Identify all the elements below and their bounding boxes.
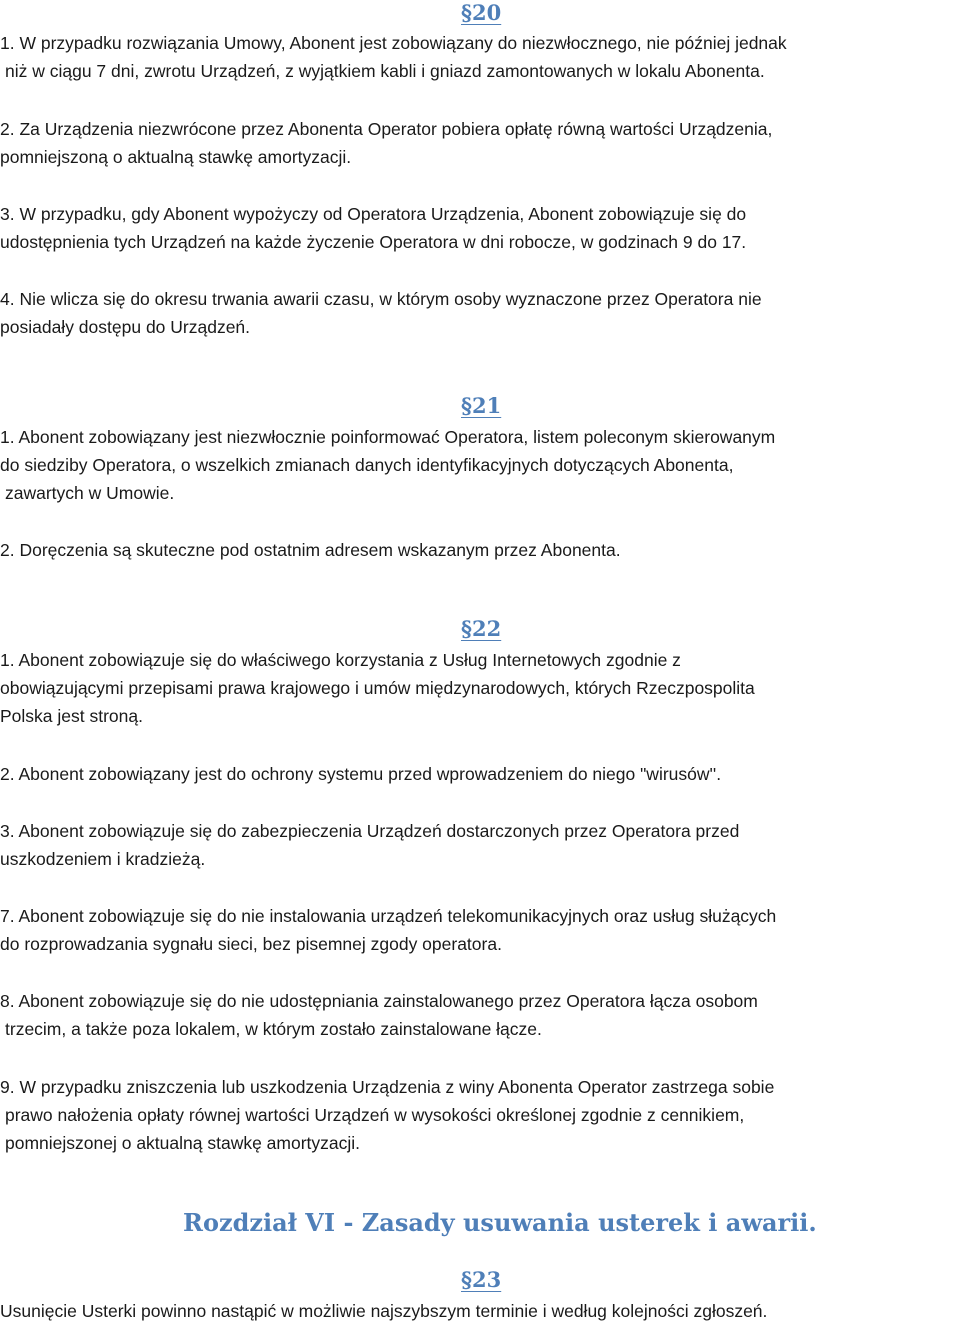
paragraph-22-1 xyxy=(0,646,755,730)
text-line: 2. Za Urządzenia niezwrócone przez Abonenta Operator pobiera opłatę równą wartości Urządzenia, xyxy=(0,119,773,139)
text-line: do siedziby Operatora, o wszelkich zmianach danych identyfikacyjnych dotyczących Abonenta, xyxy=(0,455,734,475)
text-line: uszkodzeniem i kradzieżą. xyxy=(0,849,206,869)
text-line: 2. Doręczenia są skuteczne pod ostatnim adresem wskazanym przez Abonenta. xyxy=(0,540,621,560)
section-heading-23: §23 xyxy=(461,1267,502,1292)
text-line: 4. Nie wlicza się do okresu trwania awarii czasu, w którym osoby wyznaczone przez Operatora nie xyxy=(0,289,762,309)
text-line: udostępnienia tych Urządzeń na każde życzenie Operatora w dni robocze, w godzinach 9 do 17. xyxy=(0,232,747,252)
text-line: 3. Abonent zobowiązuje się do zabezpieczenia Urządzeń dostarczonych przez Operatora przed xyxy=(0,821,740,841)
text-line: 3. W przypadku, gdy Abonent wypożyczy od Operatora Urządzenia, Abonent zobowiązuje się do xyxy=(0,204,747,224)
text-line: zawartych w Umowie. xyxy=(5,483,175,503)
chapter-title: Rozdział VI - Zasady usuwania usterek i awarii. xyxy=(183,1208,817,1237)
text-line: do rozprowadzania sygnału sieci, bez pisemnej zgody operatora. xyxy=(0,934,502,954)
text-line: 1. Abonent zobowiązany jest niezwłocznie poinformować Operatora, listem poleconym skierowanym xyxy=(0,427,776,447)
paragraph-22-3 xyxy=(0,817,739,873)
text-line: 8. Abonent zobowiązuje się do nie udostępniania zainstalowanego przez Operatora łącza osobom xyxy=(0,991,758,1011)
text-line: 1. Abonent zobowiązuje się do właściwego korzystania z Usług Internetowych zgodnie z xyxy=(0,650,681,670)
section-heading-20: §20 xyxy=(461,0,502,25)
text-line: 1. W przypadku rozwiązania Umowy, Abonent jest zobowiązany do niezwłocznego, nie później jednak xyxy=(0,33,787,53)
text-line: Usunięcie Usterki powinno nastąpić w możliwie najszybszym terminie i według kolejności zgłoszeń. xyxy=(0,1301,768,1321)
paragraph-22-8 xyxy=(0,987,758,1043)
paragraph-23-1 xyxy=(0,1297,767,1325)
text-line: 2. Abonent zobowiązany jest do ochrony systemu przed wprowadzeniem do niego "wirusów''. xyxy=(0,764,722,784)
text-line: pomniejszonej o aktualną stawkę amortyzacji. xyxy=(5,1133,361,1153)
paragraph-21-1 xyxy=(0,423,775,507)
paragraph-22-9 xyxy=(0,1073,774,1157)
text-line: 7. Abonent zobowiązuje się do nie instalowania urządzeń telekomunikacyjnych oraz usług służących xyxy=(0,906,777,926)
text-line: Polska jest stroną. xyxy=(0,706,143,726)
paragraph-22-2 xyxy=(0,760,721,788)
text-line: pomniejszoną o aktualną stawkę amortyzacji. xyxy=(0,147,352,167)
text-line: 9. W przypadku zniszczenia lub uszkodzenia Urządzenia z winy Abonenta Operator zastrzega sobie xyxy=(0,1077,775,1097)
paragraph-20-1 xyxy=(0,29,787,85)
paragraph-22-7 xyxy=(0,902,776,958)
text-line: posiadały dostępu do Urządzeń. xyxy=(0,317,251,337)
paragraph-21-2 xyxy=(0,536,621,564)
text-line: prawo nałożenia opłaty równej wartości Urządzeń w wysokości określonej zgodnie z cennikiem, xyxy=(5,1105,745,1125)
section-heading-21: §21 xyxy=(461,393,502,418)
paragraph-20-2 xyxy=(0,115,772,171)
text-line: obowiązującymi przepisami prawa krajowego i umów międzynarodowych, których Rzeczpospolita xyxy=(0,678,755,698)
paragraph-20-3 xyxy=(0,200,746,256)
paragraph-20-4 xyxy=(0,285,762,341)
text-line: niż w ciągu 7 dni, zwrotu Urządzeń, z wyjątkiem kabli i gniazd zamontowanych w lokalu Abonenta. xyxy=(5,61,765,81)
section-heading-22: §22 xyxy=(461,616,502,641)
text-line: trzecim, a także poza lokalem, w którym zostało zainstalowane łącze. xyxy=(5,1019,542,1039)
